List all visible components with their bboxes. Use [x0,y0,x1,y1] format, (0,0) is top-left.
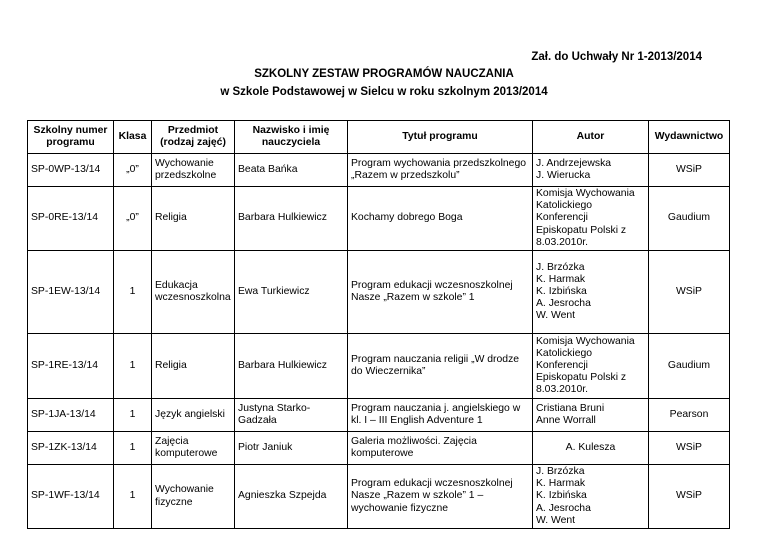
cell-subject: Edukacja wczesnoszkolna [152,251,235,334]
cell-program: Program edukacji wczesnoszkolnej Nasze „Razem w szkole” 1 – wychowanie fizyczne [348,465,533,529]
cell-program: Kochamy dobrego Boga [348,187,533,251]
cell-program: Program nauczania religii „W drodze do Wieczernika” [348,334,533,399]
cell-author: A. Kulesza [533,432,649,465]
cell-number: SP-0RE-13/14 [28,187,114,251]
cell-number: SP-1JA-13/14 [28,399,114,432]
cell-teacher: Barbara Hulkiewicz [235,334,348,399]
programs-table [27,120,730,529]
header-program: Tytuł programu [348,121,533,154]
header-number: Szkolny numer programu [28,121,114,154]
cell-subject: Wychowanie fizyczne [152,465,235,529]
cell-number: SP-1RE-13/14 [28,334,114,399]
header-teacher: Nazwisko i imię nauczyciela [235,121,348,154]
cell-publisher: WSiP [649,154,730,187]
cell-teacher: Justyna Starko-Gadzała [235,399,348,432]
cell-teacher: Beata Bańka [235,154,348,187]
attachment-note: Zał. do Uchwały Nr 1-2013/2014 [531,51,702,63]
cell-teacher: Barbara Hulkiewicz [235,187,348,251]
cell-class: 1 [114,334,152,399]
cell-subject: Wychowanie przedszkolne [152,154,235,187]
cell-publisher: WSiP [649,251,730,334]
cell-author: Komisja Wychowania Katolickiego Konferencji Episkopatu Polski z 8.03.2010r. [533,334,649,399]
header-subject: Przedmiot (rodzaj zajęć) [152,121,235,154]
cell-class: 1 [114,465,152,529]
table-row [28,187,730,251]
cell-class: 1 [114,251,152,334]
cell-program: Program wychowania przedszkolnego „Razem w przedszkolu” [348,154,533,187]
cell-publisher: Gaudium [649,187,730,251]
cell-subject: Religia [152,334,235,399]
cell-publisher: Pearson [649,399,730,432]
cell-class: „0” [114,154,152,187]
cell-subject: Język angielski [152,399,235,432]
table-row [28,399,730,432]
table-row [28,154,730,187]
cell-class: 1 [114,399,152,432]
cell-publisher: Gaudium [649,334,730,399]
cell-teacher: Piotr Janiuk [235,432,348,465]
table-row [28,432,730,465]
cell-author: J. Andrzejewska J. Wierucka [533,154,649,187]
cell-subject: Zajęcia komputerowe [152,432,235,465]
cell-teacher: Agnieszka Szpejda [235,465,348,529]
cell-author: Cristiana Bruni Anne Worrall [533,399,649,432]
cell-number: SP-1WF-13/14 [28,465,114,529]
cell-author: Komisja Wychowania Katolickiego Konferencji Episkopatu Polski z 8.03.2010r. [533,187,649,251]
cell-teacher: Ewa Turkiewicz [235,251,348,334]
table-header-row [28,121,730,154]
cell-number: SP-0WP-13/14 [28,154,114,187]
cell-class: 1 [114,432,152,465]
cell-publisher: WSiP [649,465,730,529]
table-row [28,334,730,399]
table-row [28,465,730,529]
cell-program: Galeria możliwości. Zajęcia komputerowe [348,432,533,465]
cell-program: Program edukacji wczesnoszkolnej Nasze „Razem w szkole” 1 [348,251,533,334]
cell-subject: Religia [152,187,235,251]
cell-class: „0” [114,187,152,251]
cell-number: SP-1ZK-13/14 [28,432,114,465]
header-class: Klasa [114,121,152,154]
header-publisher: Wydawnictwo [649,121,730,154]
cell-publisher: WSiP [649,432,730,465]
cell-number: SP-1EW-13/14 [28,251,114,334]
header-author: Autor [533,121,649,154]
cell-program: Program nauczania j. angielskiego w kl. I – III English Adventure 1 [348,399,533,432]
document-subtitle: w Szkole Podstawowej w Sielcu w roku szkolnym 2013/2014 [220,86,548,98]
table-row [28,251,730,334]
document-title: SZKOLNY ZESTAW PROGRAMÓW NAUCZANIA [254,68,514,80]
cell-author: J. Brzózka K. Harmak K. Izbińska A. Jesrocha W. Went [533,251,649,334]
cell-author: J. Brzózka K. Harmak K. Izbińska A. Jesrocha W. Went [533,465,649,529]
